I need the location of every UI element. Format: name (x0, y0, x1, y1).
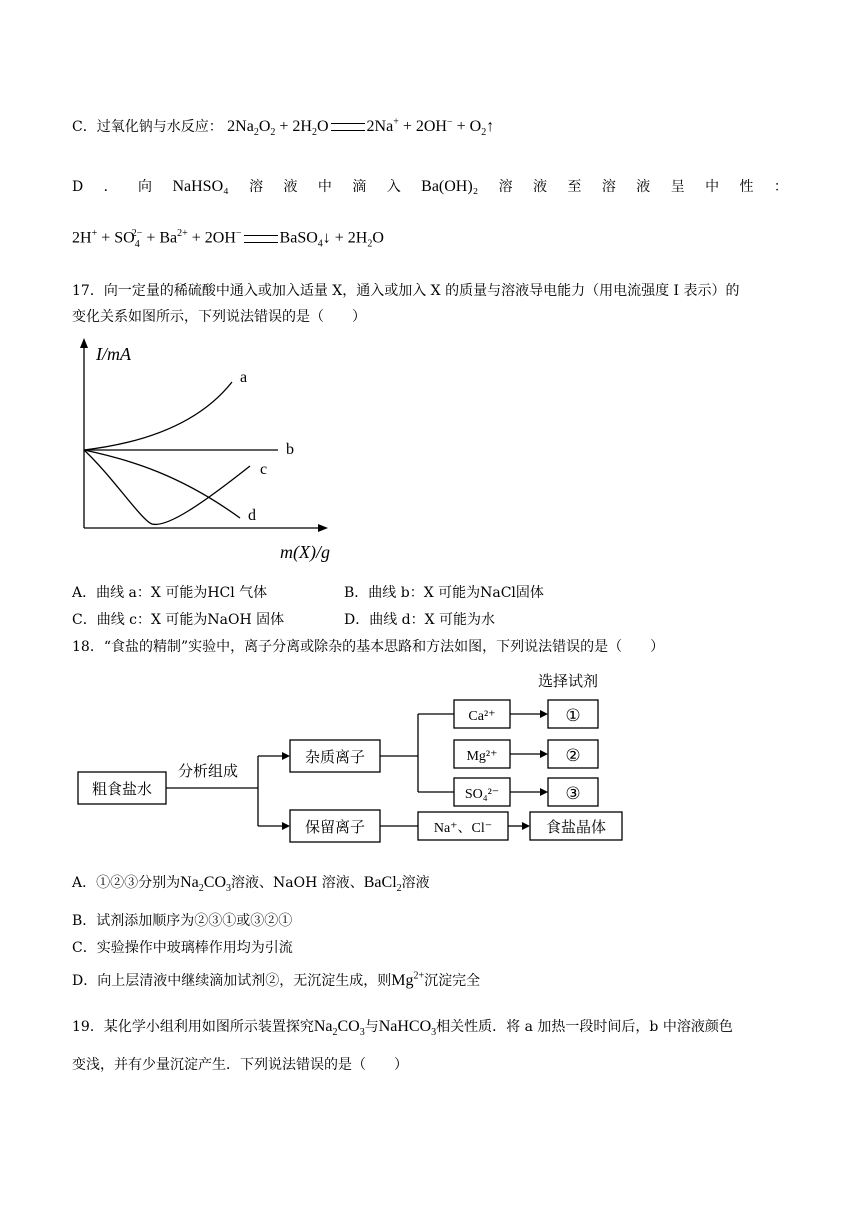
q18-option-d[interactable] (72, 970, 480, 990)
arrow-head (522, 822, 530, 830)
curve-d (84, 450, 240, 518)
option-d-equation: $2H^+ + SO_4^{2-} + Ba^{2+} + 2OH^-$ BaSO$_4$↓ + $2H_2O$ (72, 228, 384, 250)
nahco3-formula: NaHCO$_3$ (378, 1018, 437, 1039)
q18-option-a-mid: 溶液、NaOH 溶液、 (231, 875, 364, 891)
reagent-label-3: ③ (565, 784, 581, 803)
q18-stem: 18．“食盐的精制”实验中，离子分离或除杂的基本思路和方法如图，下列说法错误的是（ ） (72, 639, 665, 655)
option-d-char: 向 (138, 179, 153, 195)
arrow-head (540, 710, 548, 718)
option-d-char: 入 (386, 179, 401, 195)
option-d-char: 性 (739, 179, 754, 195)
q17-option-d[interactable]: D．曲线 d：X 可能为水 (344, 612, 496, 628)
curve-c (84, 450, 250, 524)
option-d-char: 溶 (249, 179, 264, 195)
q18-option-d-pre: D．向上层清液中继续滴加试剂②，无沉淀生成，则 (72, 973, 392, 989)
curve-d-label: d (248, 507, 256, 524)
kept-ion-label: Na⁺、Cl⁻ (433, 821, 493, 836)
option-d-char: ． (103, 179, 118, 195)
curve-a-label: a (240, 369, 248, 386)
q19-stem-line2: 变浅，并有少量沉淀产生．下列说法错误的是（ ） (72, 1057, 408, 1073)
option-d-char: 中 (705, 179, 720, 195)
arrow-head (282, 752, 290, 760)
option-c-line (72, 116, 494, 138)
option-d-char: 液 (283, 179, 298, 195)
x-axis-arrow (318, 524, 328, 532)
retained-label: 保留离子 (304, 820, 366, 836)
option-d-char: 液 (636, 179, 651, 195)
q17-graph (72, 336, 352, 566)
q18-option-a[interactable] (72, 872, 430, 894)
ion-label-mg: Mg²⁺ (466, 749, 498, 764)
option-d-char: 滴 (352, 179, 367, 195)
q19-stem-line1 (72, 1016, 733, 1038)
x-axis-label: m(X)/g (280, 542, 330, 562)
product-label: 食盐晶体 (545, 820, 607, 836)
q17-option-c[interactable]: C．曲线 c：X 可能为NaOH 固体 (72, 612, 285, 628)
curve-c-label: c (260, 461, 268, 478)
crude-salt-label: 粗食盐水 (91, 782, 153, 798)
bacl2-formula: BaCl$_2$ (363, 874, 402, 895)
q18-option-a-post: 溶液 (401, 875, 430, 891)
y-axis-arrow (80, 338, 88, 348)
q19-post: 相关性质．将 a 加热一段时间后，b 中溶液颜色 (436, 1019, 733, 1035)
curve-a (84, 382, 232, 450)
na2co3-formula: $Na_2CO_3$ (313, 1018, 365, 1039)
arrow-head (540, 750, 548, 758)
analyze-label: 分析组成 (178, 764, 239, 780)
curve-b-label: b (286, 441, 294, 458)
mg-ion-formula: $Mg^{2+}$ (391, 970, 425, 989)
option-d-char: 中 (317, 179, 332, 195)
reagent-label-1: ① (565, 706, 581, 725)
option-d-char: 至 (567, 179, 582, 195)
q17-options-row2 (72, 609, 495, 629)
option-d-char: Ba(OH)₂ (421, 178, 479, 195)
ion-label-ca: Ca²⁺ (468, 709, 496, 724)
option-c-equation: $2Na_2O_2 + 2H_2O$ $2Na^+ + 2OH^- + O_2↑$ (227, 116, 495, 139)
reagent-header: 选择试剂 (538, 674, 599, 690)
ion-label-so4: SO₄²⁻ (464, 787, 500, 802)
q17-options-row1 (72, 582, 544, 602)
option-d-char: 液 (533, 179, 548, 195)
option-d-char: 溶 (498, 179, 513, 195)
option-d-char: 溶 (601, 179, 616, 195)
q18-flow-diagram (70, 664, 640, 854)
q19-pre: 19．某化学小组利用如图所示装置探究 (72, 1019, 314, 1035)
arrow-head (540, 788, 548, 796)
option-d-char: D (72, 179, 84, 195)
q18-option-c[interactable]: C．实验操作中玻璃棒作用均为引流 (72, 940, 293, 956)
impurity-label: 杂质离子 (304, 750, 366, 766)
q18-option-d-post: 沉淀完全 (424, 973, 481, 989)
reagent-label-2: ② (565, 746, 581, 765)
option-d-char: NaHSO₄ (172, 178, 229, 195)
na2co3-formula: $Na_2CO_3$ (180, 874, 232, 895)
y-axis-label: I/mA (96, 344, 131, 364)
option-d-char: ： (773, 179, 788, 195)
q17-stem-line1: 17．向一定量的稀硫酸中通入或加入适量 X，通入或加入 X 的质量与溶液导电能力（用电流强度 I 表示）的 (72, 283, 740, 299)
option-d-line (72, 176, 788, 196)
option-c-text: C．过氧化钠与水反应： (72, 119, 223, 135)
q17-stem-line2: 变化关系如图所示，下列说法错误的是（ ） (72, 309, 366, 325)
q17-option-b[interactable]: B．曲线 b：X 可能为NaCl固体 (344, 585, 544, 601)
option-d-char: 呈 (670, 179, 685, 195)
q18-option-a-pre: A．①②③分别为 (72, 875, 181, 891)
q18-option-b[interactable]: B．试剂添加顺序为②③①或③②① (72, 913, 293, 929)
q19-mid: 与 (364, 1019, 379, 1035)
arrow-head (282, 822, 290, 830)
q17-option-a[interactable]: A．曲线 a：X 可能为HCl 气体 (72, 585, 268, 601)
